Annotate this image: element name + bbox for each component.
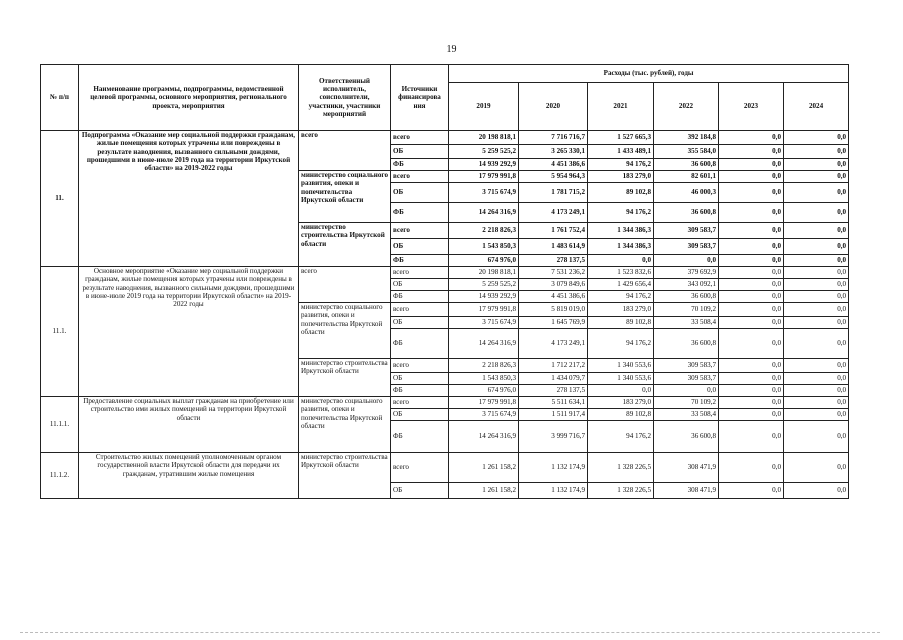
expense-value: 0,0 bbox=[784, 373, 849, 385]
table-row bbox=[41, 397, 849, 409]
expense-value: 0,0 bbox=[654, 255, 719, 267]
expense-value: 14 264 316,9 bbox=[449, 421, 519, 453]
row-number: 11.1.2. bbox=[41, 453, 79, 499]
expense-value: 1 511 917,4 bbox=[519, 409, 588, 421]
expense-value: 3 999 716,7 bbox=[519, 421, 588, 453]
executor: министерство социального развития, опеки и попечительства Иркутской области bbox=[299, 303, 391, 359]
funding-source: всего bbox=[391, 223, 449, 239]
expense-value: 17 979 991,8 bbox=[449, 303, 519, 317]
expense-value: 89 102,8 bbox=[588, 409, 654, 421]
header-executor: Ответственный исполнитель, соисполнители, участники, участники мероприятий bbox=[299, 65, 391, 131]
expense-value: 3 715 674,9 bbox=[449, 409, 519, 421]
expense-value: 0,0 bbox=[719, 171, 784, 183]
expense-value: 1 261 158,2 bbox=[449, 453, 519, 483]
funding-source: ФБ bbox=[391, 421, 449, 453]
funding-source: ОБ bbox=[391, 317, 449, 329]
header-name: Наименование программы, подпрограммы, ведомственной целевой программы, основного мероприятия, регионального проекта, мероприятия bbox=[79, 65, 299, 131]
expense-value: 0,0 bbox=[719, 223, 784, 239]
expense-value: 33 508,4 bbox=[654, 409, 719, 421]
expense-value: 94 176,2 bbox=[588, 203, 654, 223]
expense-value: 1 712 217,2 bbox=[519, 359, 588, 373]
expense-value: 14 939 292,9 bbox=[449, 291, 519, 303]
expense-value: 14 939 292,9 bbox=[449, 159, 519, 171]
funding-source: ФБ bbox=[391, 255, 449, 267]
expense-value: 17 979 991,8 bbox=[449, 171, 519, 183]
expense-value: 1 527 665,3 bbox=[588, 131, 654, 145]
expense-value: 0,0 bbox=[784, 291, 849, 303]
expense-value: 0,0 bbox=[719, 421, 784, 453]
expense-value: 309 583,7 bbox=[654, 239, 719, 255]
expense-value: 36 600,8 bbox=[654, 291, 719, 303]
expense-value: 94 176,2 bbox=[588, 291, 654, 303]
expense-value: 183 279,0 bbox=[588, 303, 654, 317]
expense-value: 36 600,8 bbox=[654, 203, 719, 223]
expense-value: 4 451 386,6 bbox=[519, 291, 588, 303]
funding-source: ФБ bbox=[391, 203, 449, 223]
expense-value: 1 344 386,3 bbox=[588, 223, 654, 239]
funding-source: ФБ bbox=[391, 385, 449, 397]
expense-value: 309 583,7 bbox=[654, 373, 719, 385]
expense-value: 2 218 826,3 bbox=[449, 223, 519, 239]
expense-value: 0,0 bbox=[719, 397, 784, 409]
expense-value: 0,0 bbox=[719, 359, 784, 373]
table-body bbox=[41, 131, 849, 499]
expense-value: 0,0 bbox=[719, 183, 784, 203]
expense-value: 0,0 bbox=[784, 397, 849, 409]
expense-value: 0,0 bbox=[719, 145, 784, 159]
expenses-table bbox=[40, 64, 849, 499]
expense-value: 392 184,8 bbox=[654, 131, 719, 145]
expense-value: 70 109,2 bbox=[654, 397, 719, 409]
expense-value: 1 261 158,2 bbox=[449, 483, 519, 499]
expense-value: 0,0 bbox=[784, 453, 849, 483]
expense-value: 3 715 674,9 bbox=[449, 183, 519, 203]
expense-value: 82 601,1 bbox=[654, 171, 719, 183]
expense-value: 17 979 991,8 bbox=[449, 397, 519, 409]
expense-value: 46 000,3 bbox=[654, 183, 719, 203]
expense-value: 0,0 bbox=[719, 239, 784, 255]
expense-value: 308 471,9 bbox=[654, 483, 719, 499]
table-row bbox=[41, 267, 849, 279]
expense-value: 309 583,7 bbox=[654, 359, 719, 373]
expense-value: 5 511 634,1 bbox=[519, 397, 588, 409]
expense-value: 674 976,0 bbox=[449, 255, 519, 267]
funding-source: ОБ bbox=[391, 239, 449, 255]
expense-value: 14 264 316,9 bbox=[449, 203, 519, 223]
expense-value: 0,0 bbox=[719, 373, 784, 385]
executor: министерство социального развития, опеки и попечительства Иркутской области bbox=[299, 171, 391, 223]
funding-source: всего bbox=[391, 303, 449, 317]
expense-value: 278 137,5 bbox=[519, 255, 588, 267]
expense-value: 0,0 bbox=[784, 159, 849, 171]
expense-value: 0,0 bbox=[784, 223, 849, 239]
funding-source: всего bbox=[391, 453, 449, 483]
expense-value: 0,0 bbox=[784, 421, 849, 453]
header-source: Источники финансирова ния bbox=[391, 65, 449, 131]
funding-source: всего bbox=[391, 397, 449, 409]
funding-source: всего bbox=[391, 267, 449, 279]
header-no: № п/п bbox=[41, 65, 79, 131]
expense-value: 2 218 826,3 bbox=[449, 359, 519, 373]
expense-value: 0,0 bbox=[588, 385, 654, 397]
expense-value: 20 198 818,1 bbox=[449, 131, 519, 145]
expense-value: 5 819 019,0 bbox=[519, 303, 588, 317]
funding-source: ФБ bbox=[391, 329, 449, 359]
expense-value: 4 173 249,1 bbox=[519, 203, 588, 223]
funding-source: ФБ bbox=[391, 159, 449, 171]
expense-value: 0,0 bbox=[719, 203, 784, 223]
expense-value: 0,0 bbox=[719, 453, 784, 483]
program-name: Подпрограмма «Оказание мер социальной поддержки гражданам, жилые помещения которых утрачены или повреждены в результате наводнения, вызванного сильными дождями, прошедшими в июне-июле 2019 года на территории Иркутской области» на 2019-2022 годы bbox=[79, 131, 299, 267]
expense-value: 1 761 752,4 bbox=[519, 223, 588, 239]
expense-value: 5 259 525,2 bbox=[449, 145, 519, 159]
expense-value: 0,0 bbox=[784, 255, 849, 267]
header-year: 2022 bbox=[654, 83, 719, 131]
expense-value: 14 264 316,9 bbox=[449, 329, 519, 359]
expense-value: 0,0 bbox=[719, 317, 784, 329]
executor: всего bbox=[299, 267, 391, 303]
funding-source: ОБ bbox=[391, 279, 449, 291]
expense-value: 1 328 226,5 bbox=[588, 483, 654, 499]
expense-value: 1 645 769,9 bbox=[519, 317, 588, 329]
executor: всего bbox=[299, 131, 391, 171]
expense-value: 1 429 656,4 bbox=[588, 279, 654, 291]
expense-value: 0,0 bbox=[784, 131, 849, 145]
expense-value: 3 079 849,6 bbox=[519, 279, 588, 291]
header-expenses: Расходы (тыс. рублей), годы bbox=[449, 65, 849, 83]
expense-value: 36 600,8 bbox=[654, 329, 719, 359]
expense-value: 0,0 bbox=[784, 145, 849, 159]
expense-value: 89 102,8 bbox=[588, 317, 654, 329]
expense-value: 1 340 553,6 bbox=[588, 359, 654, 373]
expense-value: 0,0 bbox=[784, 385, 849, 397]
header-year: 2023 bbox=[719, 83, 784, 131]
expense-value: 343 092,1 bbox=[654, 279, 719, 291]
expense-value: 0,0 bbox=[784, 303, 849, 317]
program-name: Основное мероприятие «Оказание мер социальной поддержки гражданам, жилые помещения которых утрачены или повреждены в результате наводнения, вызванного сильными дождями, прошедшими в июне-июле 2019 года на территории Иркутской области» на 2019-2022 годы bbox=[79, 267, 299, 397]
expense-value: 5 259 525,2 bbox=[449, 279, 519, 291]
expense-value: 1 523 832,6 bbox=[588, 267, 654, 279]
header-year: 2019 bbox=[449, 83, 519, 131]
expense-value: 0,0 bbox=[784, 359, 849, 373]
funding-source: ОБ bbox=[391, 483, 449, 499]
page-number: 19 bbox=[446, 44, 457, 55]
program-name: Предоставление социальных выплат гражданам на приобретение или строительство ими жилых помещений на территории Иркутской области bbox=[79, 397, 299, 453]
row-number: 11.1.1. bbox=[41, 397, 79, 453]
expense-value: 4 451 386,6 bbox=[519, 159, 588, 171]
expense-value: 7 716 716,7 bbox=[519, 131, 588, 145]
expense-value: 0,0 bbox=[784, 171, 849, 183]
expense-value: 0,0 bbox=[588, 255, 654, 267]
expense-value: 0,0 bbox=[719, 131, 784, 145]
expense-value: 36 600,8 bbox=[654, 159, 719, 171]
expense-value: 674 976,0 bbox=[449, 385, 519, 397]
expense-value: 1 132 174,9 bbox=[519, 483, 588, 499]
row-number: 11.1. bbox=[41, 267, 79, 397]
expense-value: 355 584,0 bbox=[654, 145, 719, 159]
expense-value: 308 471,9 bbox=[654, 453, 719, 483]
executor: министерство строительства Иркутской области bbox=[299, 453, 391, 499]
expense-value: 1 433 489,1 bbox=[588, 145, 654, 159]
expense-value: 36 600,8 bbox=[654, 421, 719, 453]
expense-value: 0,0 bbox=[719, 385, 784, 397]
expense-value: 3 265 330,1 bbox=[519, 145, 588, 159]
funding-source: ОБ bbox=[391, 409, 449, 421]
expense-value: 3 715 674,9 bbox=[449, 317, 519, 329]
expense-value: 0,0 bbox=[719, 329, 784, 359]
expense-value: 94 176,2 bbox=[588, 329, 654, 359]
expense-value: 0,0 bbox=[784, 329, 849, 359]
expense-value: 0,0 bbox=[784, 239, 849, 255]
expense-value: 1 543 850,3 bbox=[449, 239, 519, 255]
expense-value: 0,0 bbox=[784, 483, 849, 499]
expense-value: 0,0 bbox=[719, 267, 784, 279]
funding-source: ОБ bbox=[391, 183, 449, 203]
expense-value: 5 954 964,3 bbox=[519, 171, 588, 183]
expense-value: 183 279,0 bbox=[588, 397, 654, 409]
funding-source: ФБ bbox=[391, 291, 449, 303]
expense-value: 0,0 bbox=[784, 203, 849, 223]
scan-edge bbox=[20, 632, 880, 634]
expense-value: 1 344 386,3 bbox=[588, 239, 654, 255]
expense-value: 1 132 174,9 bbox=[519, 453, 588, 483]
expense-value: 0,0 bbox=[784, 267, 849, 279]
expense-value: 0,0 bbox=[719, 291, 784, 303]
table-row bbox=[41, 131, 849, 145]
expense-value: 7 531 236,2 bbox=[519, 267, 588, 279]
funding-source: всего bbox=[391, 359, 449, 373]
row-number: 11. bbox=[41, 131, 79, 267]
expense-value: 1 340 553,6 bbox=[588, 373, 654, 385]
expense-value: 89 102,8 bbox=[588, 183, 654, 203]
expense-value: 1 781 715,2 bbox=[519, 183, 588, 203]
header-year: 2024 bbox=[784, 83, 849, 131]
executor: министерство социального развития, опеки и попечительства Иркутской области bbox=[299, 397, 391, 453]
expense-value: 0,0 bbox=[719, 159, 784, 171]
funding-source: всего bbox=[391, 131, 449, 145]
program-name: Строительство жилых помещений уполномоченным органом государственной власти Иркутской области для передачи их гражданам, утратившим жилые помещения bbox=[79, 453, 299, 499]
expense-value: 0,0 bbox=[784, 317, 849, 329]
expense-value: 1 483 614,9 bbox=[519, 239, 588, 255]
expense-value: 33 508,4 bbox=[654, 317, 719, 329]
header-year: 2020 bbox=[519, 83, 588, 131]
expense-value: 1 328 226,5 bbox=[588, 453, 654, 483]
expense-value: 0,0 bbox=[719, 303, 784, 317]
expense-value: 0,0 bbox=[719, 279, 784, 291]
expense-value: 4 173 249,1 bbox=[519, 329, 588, 359]
funding-source: ОБ bbox=[391, 373, 449, 385]
executor: министерство строительства Иркутской области bbox=[299, 359, 391, 397]
expense-value: 0,0 bbox=[719, 409, 784, 421]
expense-value: 183 279,0 bbox=[588, 171, 654, 183]
funding-source: всего bbox=[391, 171, 449, 183]
expense-value: 0,0 bbox=[654, 385, 719, 397]
executor: министерство строительства Иркутской области bbox=[299, 223, 391, 267]
funding-source: ОБ bbox=[391, 145, 449, 159]
table-row bbox=[41, 453, 849, 483]
expense-value: 70 109,2 bbox=[654, 303, 719, 317]
expense-value: 278 137,5 bbox=[519, 385, 588, 397]
expense-value: 379 692,9 bbox=[654, 267, 719, 279]
expense-value: 0,0 bbox=[719, 255, 784, 267]
expense-value: 94 176,2 bbox=[588, 159, 654, 171]
expense-value: 309 583,7 bbox=[654, 223, 719, 239]
expense-value: 1 434 079,7 bbox=[519, 373, 588, 385]
expense-value: 0,0 bbox=[784, 183, 849, 203]
expense-value: 20 198 818,1 bbox=[449, 267, 519, 279]
expense-value: 0,0 bbox=[719, 483, 784, 499]
expense-value: 0,0 bbox=[784, 279, 849, 291]
header-year: 2021 bbox=[588, 83, 654, 131]
expense-value: 1 543 850,3 bbox=[449, 373, 519, 385]
expense-value: 94 176,2 bbox=[588, 421, 654, 453]
expense-value: 0,0 bbox=[784, 409, 849, 421]
